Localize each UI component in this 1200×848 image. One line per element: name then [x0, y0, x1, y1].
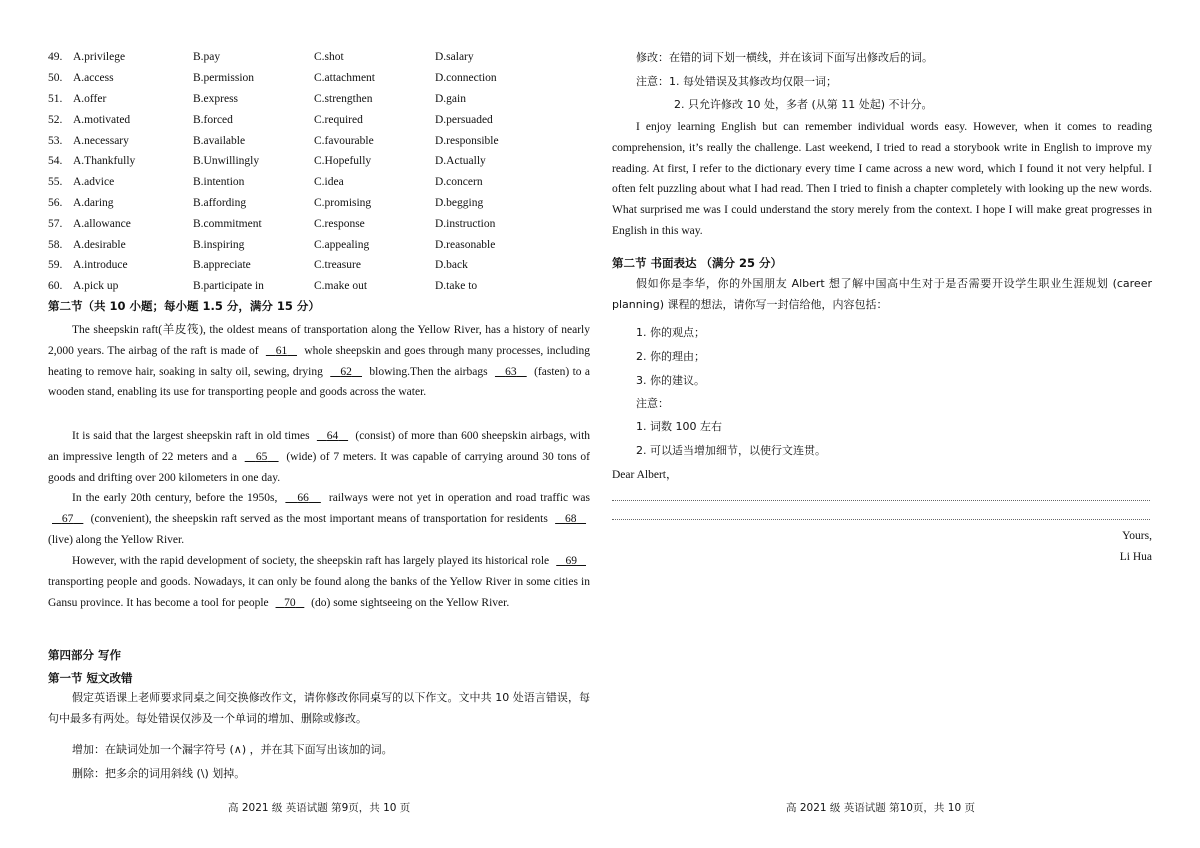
option-c[interactable]: C.appealing — [314, 238, 370, 251]
option-d[interactable]: D.gain — [435, 92, 466, 105]
option-row — [48, 193, 590, 214]
blank-62[interactable]: 62 — [340, 365, 352, 378]
option-a[interactable]: A.introduce — [73, 259, 128, 272]
section1-heading: 第一节 短文改错 — [48, 671, 133, 685]
option-d[interactable]: D.persuaded — [435, 113, 493, 126]
option-b[interactable]: B.intention — [193, 176, 245, 189]
option-row — [48, 276, 590, 297]
blank-64[interactable]: 64 — [326, 430, 339, 442]
options-table — [48, 47, 590, 297]
blank-66[interactable]: 66 — [297, 492, 309, 504]
option-d[interactable]: D.connection — [435, 72, 497, 85]
option-d[interactable]: D.instruction — [435, 217, 496, 230]
closing: Yours, — [1122, 530, 1152, 542]
writing-point-2: 2. 你的理由； — [636, 350, 705, 363]
option-a[interactable]: A.Thankfully — [73, 155, 136, 168]
option-row — [48, 234, 590, 255]
option-d[interactable]: D.begging — [435, 196, 484, 209]
option-b[interactable]: B.Unwillingly — [193, 155, 260, 168]
option-c[interactable]: C.shot — [314, 51, 344, 64]
footer-right: 高 2021 级 英语试题 第10页，共 10 页 — [786, 802, 975, 814]
question-number: 53. — [48, 134, 63, 147]
option-a[interactable]: A.offer — [73, 92, 107, 105]
notes-label: 注意： — [636, 397, 669, 410]
blank-68[interactable]: 68 — [565, 512, 577, 525]
question-number: 51. — [48, 92, 63, 105]
blank-70[interactable]: 70 — [284, 596, 296, 609]
modify-rule: 修改：在错的词下划一横线，并在该词下面写出修改后的词。 — [636, 51, 933, 64]
question-number: 60. — [48, 280, 63, 293]
section2-writing-heading: 第二节 书面表达 （满分 25 分） — [612, 256, 783, 270]
option-d[interactable]: D.concern — [435, 176, 483, 189]
note-rule-2: 2. 只允许修改 10 处，多者 (从第 11 处起) 不计分。 — [674, 98, 933, 111]
option-c[interactable]: C.strengthen — [314, 92, 373, 105]
passage-paragraph-4: However, with the rapid development of society, the sheepskin raft has largely played its historical role 69 transporting people and goods. Nowadays, it can only be found along the banks of the Yellow River in some cities in Gansu province. It has become a tool for people 70 (do) some sightseeing on the Yellow River. — [48, 555, 590, 609]
option-c[interactable]: C.Hopefully — [314, 155, 372, 168]
option-row — [48, 109, 590, 130]
salutation: Dear Albert， — [612, 469, 678, 481]
correction-passage: I enjoy learning English but can remember individual words easy. However, when it comes to reading comprehension, it’s really the challenge. Last weekend, I tried to read a storybook write in English to improve my reading. At first, I refer to the dictionary every time I came across a new word, which I found it not very helpful. I often felt puzzling about what I had read. Then I tried to finish a chapter completely with looking up the new words. What surprised me was I could understand the story merely from the context. I hope I will make great progresses in English in this way. — [612, 121, 1152, 237]
question-number: 55. — [48, 176, 63, 189]
question-number: 59. — [48, 259, 63, 272]
option-d[interactable]: D.Actually — [435, 155, 486, 168]
blank-61[interactable]: 61 — [275, 344, 288, 357]
question-number: 57. — [48, 217, 63, 230]
option-row — [48, 255, 590, 276]
option-d[interactable]: D.responsible — [435, 134, 499, 147]
question-number: 49. — [48, 51, 63, 64]
note-rule-1: 注意：1. 每处错误及其修改均仅限一词； — [636, 75, 837, 88]
option-a[interactable]: A.privilege — [73, 51, 126, 64]
writing-note-1: 1. 词数 100 左右 — [636, 420, 722, 433]
correction-intro: 假定英语课上老师要求同桌之间交换修改作文，请你修改你同桌写的以下作文。文中共 10 处语言错误，每句中最多有两处。每处错误仅涉及一个单词的增加、删除或修改。 — [48, 691, 590, 725]
answer-line-2[interactable] — [612, 519, 1150, 520]
answer-line-1[interactable] — [612, 500, 1150, 501]
option-d[interactable]: D.take to — [435, 280, 478, 293]
option-b[interactable]: B.forced — [193, 113, 233, 126]
option-d[interactable]: D.salary — [435, 51, 474, 64]
option-b[interactable]: B.permission — [193, 72, 255, 85]
question-number: 58. — [48, 238, 63, 251]
signature: Li Hua — [1119, 551, 1152, 563]
option-b[interactable]: B.commitment — [193, 217, 262, 230]
blank-63[interactable]: 63 — [505, 365, 517, 378]
part4-heading: 第四部分 写作 — [48, 648, 122, 662]
option-b[interactable]: B.participate in — [193, 280, 264, 293]
section2-heading: 第二节（共 10 小题；每小题 1.5 分，满分 15 分） — [48, 299, 320, 313]
option-c[interactable]: C.idea — [314, 176, 344, 189]
add-rule: 增加：在缺词处加一个漏字符号 (∧) ，并在其下面写出该加的词。 — [72, 743, 393, 756]
option-c[interactable]: C.make out — [314, 280, 368, 293]
option-b[interactable]: B.affording — [193, 196, 247, 209]
writing-point-1: 1. 你的观点； — [636, 326, 705, 339]
passage-paragraph-2: It is said that the largest sheepskin raft in old times 64 (consist) of more than 600 sheepskin airbags, with an impressive length of 22 meters and a 65 (wide) of 7 meters. It was capable of carrying around 30 tons of goods and drifting over 200 kilometers in one day. — [48, 430, 591, 484]
option-a[interactable]: A.necessary — [73, 134, 129, 147]
question-number: 50. — [48, 72, 63, 85]
option-b[interactable]: B.express — [193, 92, 239, 105]
option-b[interactable]: B.inspiring — [193, 238, 245, 251]
option-row — [48, 172, 590, 193]
option-row — [48, 47, 590, 68]
passage-paragraph-3: In the early 20th century, before the 1950s, 66 railways were not yet in operation and road traffic was 67 (convenient), the sheepskin raft served as the most important means of transportation for residents 68 (live) along the Yellow River. — [48, 492, 591, 546]
writing-point-3: 3. 你的建议。 — [636, 374, 705, 387]
writing-note-2: 2. 可以适当增加细节，以使行文连贯。 — [636, 444, 826, 457]
option-row — [48, 89, 590, 110]
option-row — [48, 213, 590, 234]
delete-rule: 删除：把多余的词用斜线 (\) 划掉。 — [72, 767, 246, 780]
option-row — [48, 151, 590, 172]
option-c[interactable]: C.treasure — [314, 259, 361, 272]
option-c[interactable]: C.attachment — [314, 72, 375, 85]
blank-65[interactable]: 65 — [255, 450, 268, 463]
option-a[interactable]: A.advice — [73, 176, 115, 189]
blank-69[interactable]: 69 — [565, 555, 577, 567]
option-d[interactable]: D.reasonable — [435, 238, 496, 251]
writing-prompt: 假如你是李华，你的外国朋友 Albert 想了解中国高中生对于是否需要开设学生职业生涯规划 (career planning) 课程的想法，请你写一封信给他，内容包括： — [612, 277, 1152, 311]
option-b[interactable]: B.available — [193, 134, 246, 147]
option-row — [48, 68, 590, 89]
option-row — [48, 130, 590, 151]
question-number: 56. — [48, 196, 63, 209]
option-a[interactable]: A.pick up — [73, 280, 119, 293]
option-c[interactable]: C.promising — [314, 196, 372, 209]
option-c[interactable]: C.response — [314, 217, 365, 230]
blank-67[interactable]: 67 — [61, 512, 74, 525]
option-c[interactable]: C.favourable — [314, 134, 374, 147]
option-a[interactable]: A.motivated — [73, 113, 131, 126]
footer-left: 高 2021 级 英语试题 第9页，共 10 页 — [228, 802, 411, 814]
passage-paragraph-1: The sheepskin raft(羊皮筏), the oldest means of transportation along the Yellow River, has a history of nearly 2,000 years. The airbag of the raft is made of 61 whole sheepskin and goes through many processes, including heating to remove hair, soaking in salty oil, sewing, drying 62 blowing.Then the airbags 63 (fasten) to a wooden stand, enabling its use for transporting people and goods across the water. — [48, 324, 591, 399]
option-a[interactable]: A.allowance — [73, 217, 131, 230]
option-a[interactable]: A.desirable — [73, 238, 126, 251]
question-number: 54. — [48, 155, 63, 168]
option-a[interactable]: A.access — [73, 72, 114, 85]
option-b[interactable]: B.appreciate — [193, 259, 251, 272]
option-b[interactable]: B.pay — [193, 51, 221, 64]
option-a[interactable]: A.daring — [73, 196, 114, 209]
option-d[interactable]: D.back — [435, 259, 468, 272]
option-c[interactable]: C.required — [314, 113, 363, 126]
question-number: 52. — [48, 113, 63, 126]
